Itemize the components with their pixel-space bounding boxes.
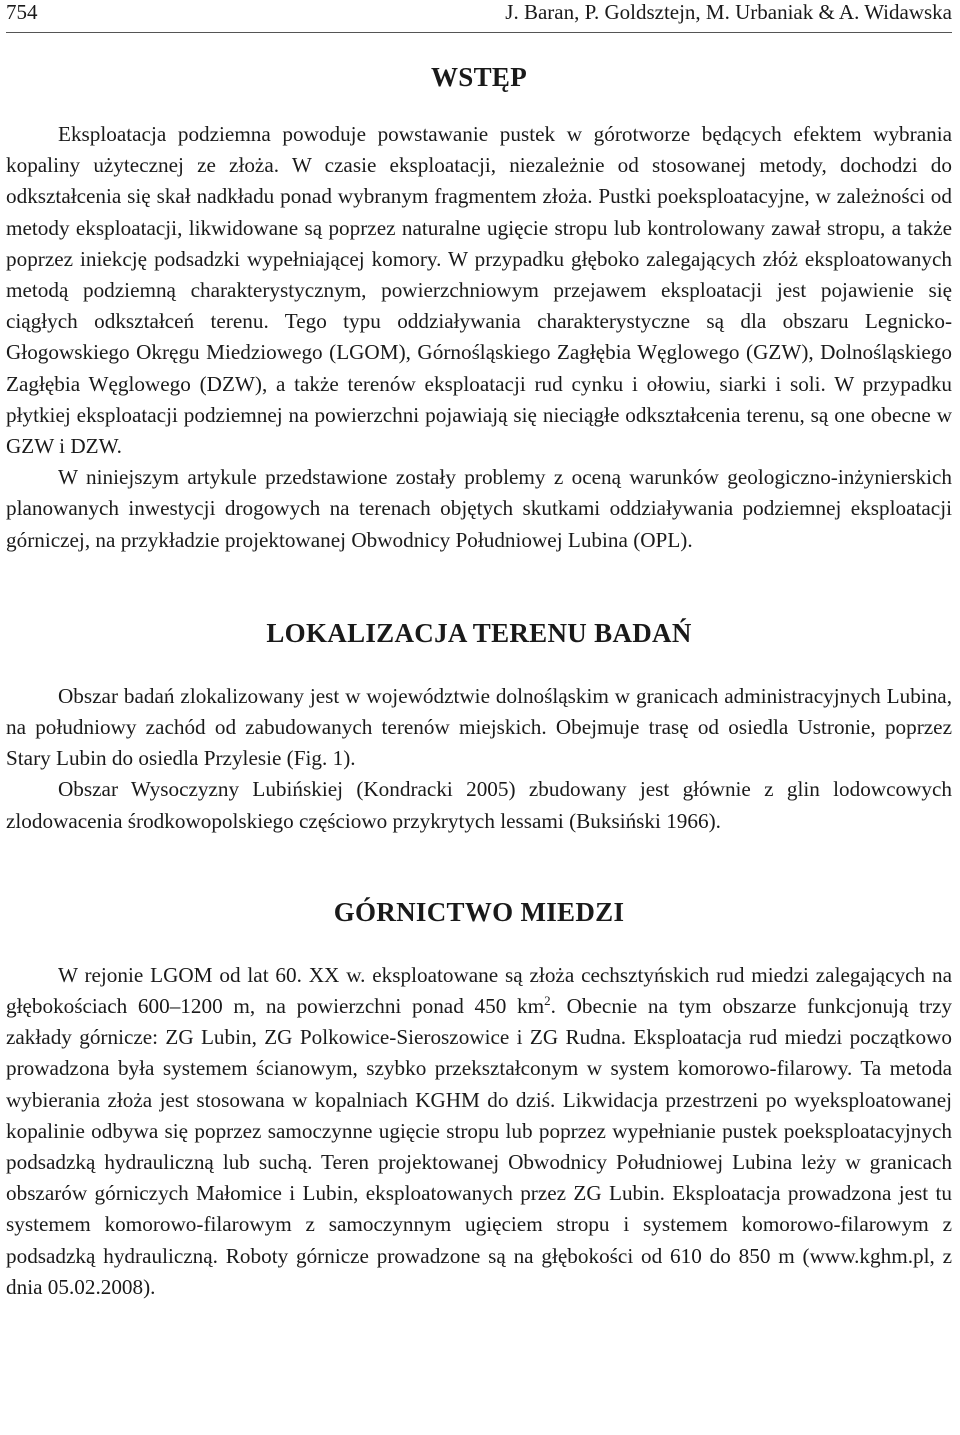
paragraph — [6, 960, 952, 1303]
paragraph-text: W rejonie LGOM od lat 60. XX w. eksploatowane są złoża cechsztyńskich rud miedzi zalegających na głębokościach 600–1200 m, na powierzchni ponad 450 km — [6, 962, 952, 1019]
header-rule — [6, 32, 952, 33]
paragraph: Obszar Wysoczyzny Lubińskiej (Kondracki 2005) zbudowany jest głównie z glin lodowcowych zlodowacenia środkowopolskiego częściowo przykrytych lessami (Buksiński 1966). — [6, 777, 952, 833]
section-study-area-body — [6, 681, 952, 837]
paragraph-text: . Obecnie na tym obszarze funkcjonują trzy zakłady górnicze: ZG Lubin, ZG Polkowice-Sieroszowice i ZG Rudna. Eksploatacja rud miedzi początkowo prowadzona była systemem ścianowym, szybko przekształconym w system komorowo-filarowy. Ta metoda wybierania złoża jest stosowana w kopalniach KGHM do dziś. Likwidacja przestrzeni po wyeksploatowanej kopalinie odbywa się poprzez samoczynne ugięcie stropu lub poprzez wypełnianie pustek poeksploatacyjnych podsadzką hydrauliczną lub suchą. Teren projektowanej Obwodnicy Południowej Lubina leży w granicach obszarów górniczych Małomice i Lubin, eksploatowanych przez ZG Lubin. Eksploatacja prowadzona jest tu systemem komorowo-filarowym z samoczynnym ugięciem stropu i systemem komorowo-filarowym z podsadzką hydrauliczną. Roboty górnicze prowadzone są na głębokości od 610 do 850 m (www.kghm.pl, z dnia 05.02.2008). — [6, 994, 953, 1299]
paragraph: Eksploatacja podziemna powoduje powstawanie pustek w górotworze będących efektem wybrania kopaliny użytecznej ze złoża. W czasie eksploatacji, niezależnie od stosowanej metody, dochodzi do odkształcenia się skał nadkładu ponad wybranym fragmentem złoża. Pustki poeksploatacyjne, w zależności od metody eksploatacji, likwidowane są poprzez naturalne ugięcie stropu lub kontrolowany zawał stropu, a także poprzez iniekcję podsadzki wypełniającej komory. W przypadku głęboko zalegających złóż eksploatowanych metodą podziemną charakterystycznym, powierzchniowym przejawem eksploatacji jest pojawienie się ciągłych odkształceń terenu. Tego typu oddziaływania charakterystyczne są dla obszaru Legnicko-Głogowskiego Okręgu Miedziowego (LGOM), Górnośląskiego Zagłębia Węglowego (GZW), Dolnośląskiego Zagłębia Węglowego (DZW), a także terenów eksploatacji rud cynku i ołowiu, siarki i soli. W przypadku płytkiej eksploatacji podziemnej na powierzchni pojawiają się nieciągłe odkształcenia terenu, są one obecne w GZW i DZW. — [6, 122, 952, 459]
page-number: 754 — [6, 0, 38, 24]
section-copper-mining-body — [6, 960, 952, 1303]
page — [6, 0, 952, 1303]
superscript: 2 — [544, 993, 551, 1009]
section-heading-introduction: WSTĘP — [430, 62, 528, 92]
running-head-authors: J. Baran, P. Goldsztejn, M. Urbaniak & A. Widawska — [505, 0, 952, 24]
section-heading-copper-mining: GÓRNICTWO MIEDZI — [333, 896, 625, 927]
paragraph: W niniejszym artykule przedstawione zostały problemy z oceną warunków geologiczno-inżynierskich planowanych inwestycji drogowych na terenach objętych skutkami oddziaływania podziemnej eksploatacji górniczej, na przykładzie projektowanej Obwodnicy Południowej Lubina (OPL). — [6, 465, 952, 552]
section-introduction-body — [6, 119, 952, 556]
paragraph: Obszar badań zlokalizowany jest w województwie dolnośląskim w granicach administracyjnych Lubina, na południowy zachód od zabudowanych terenów miejskich. Obejmuje trasę od osiedla Ustronie, poprzez Stary Lubin do osiedla Przylesie (Fig. 1). — [6, 683, 952, 771]
section-heading-study-area: LOKALIZACJA TERENU BADAŃ — [266, 617, 692, 648]
running-head — [6, 0, 952, 30]
